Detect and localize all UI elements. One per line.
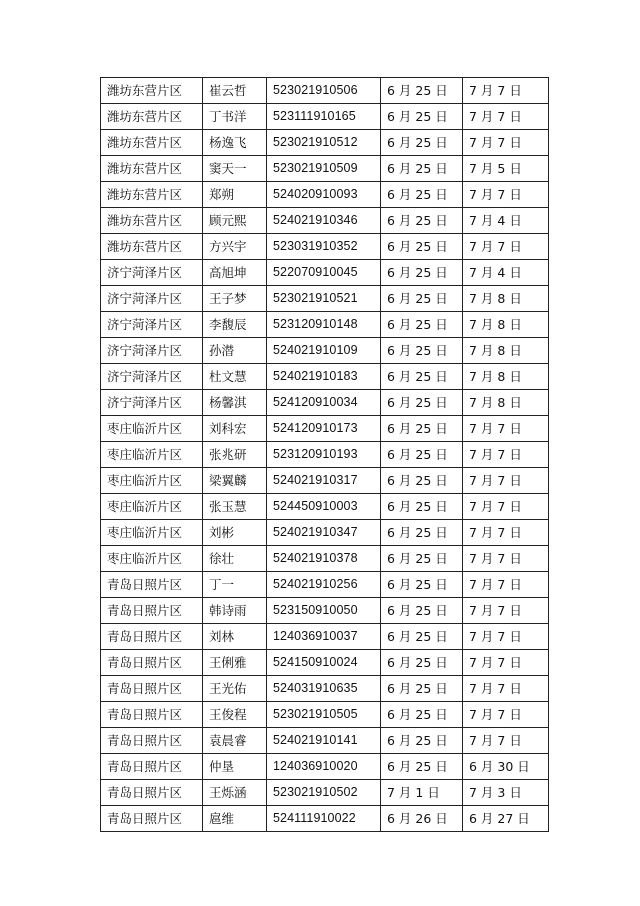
start-date-cell: 6 月 26 日	[381, 806, 463, 832]
region-cell: 青岛日照片区	[101, 806, 203, 832]
student-id-cell: 524120910034	[267, 390, 381, 416]
name-cell: 刘林	[203, 624, 267, 650]
region-cell: 青岛日照片区	[101, 650, 203, 676]
student-id-cell: 523150910050	[267, 598, 381, 624]
student-id-cell: 524021910346	[267, 208, 381, 234]
end-date-cell: 7 月 7 日	[463, 728, 549, 754]
name-cell: 李馥辰	[203, 312, 267, 338]
student-id-cell: 524021910256	[267, 572, 381, 598]
table-row	[101, 624, 549, 650]
table-row	[101, 182, 549, 208]
start-date-cell: 6 月 25 日	[381, 702, 463, 728]
end-date-cell: 7 月 7 日	[463, 234, 549, 260]
student-id-cell: 523021910521	[267, 286, 381, 312]
region-cell: 枣庄临沂片区	[101, 468, 203, 494]
end-date-cell: 7 月 4 日	[463, 208, 549, 234]
table-row	[101, 104, 549, 130]
roster-table	[100, 77, 549, 832]
end-date-cell: 7 月 8 日	[463, 390, 549, 416]
region-cell: 济宁菏泽片区	[101, 260, 203, 286]
student-id-cell: 523021910505	[267, 702, 381, 728]
end-date-cell: 7 月 7 日	[463, 624, 549, 650]
end-date-cell: 7 月 7 日	[463, 650, 549, 676]
region-cell: 青岛日照片区	[101, 780, 203, 806]
student-id-cell: 524111910022	[267, 806, 381, 832]
start-date-cell: 6 月 25 日	[381, 598, 463, 624]
name-cell: 刘彬	[203, 520, 267, 546]
end-date-cell: 7 月 7 日	[463, 676, 549, 702]
start-date-cell: 6 月 25 日	[381, 234, 463, 260]
region-cell: 枣庄临沂片区	[101, 520, 203, 546]
table-row	[101, 78, 549, 104]
end-date-cell: 7 月 7 日	[463, 546, 549, 572]
start-date-cell: 6 月 25 日	[381, 182, 463, 208]
region-cell: 潍坊东营片区	[101, 234, 203, 260]
start-date-cell: 6 月 25 日	[381, 338, 463, 364]
start-date-cell: 6 月 25 日	[381, 728, 463, 754]
start-date-cell: 6 月 25 日	[381, 260, 463, 286]
table-row	[101, 286, 549, 312]
region-cell: 潍坊东营片区	[101, 208, 203, 234]
region-cell: 潍坊东营片区	[101, 78, 203, 104]
region-cell: 枣庄临沂片区	[101, 494, 203, 520]
student-id-cell: 524021910141	[267, 728, 381, 754]
table-row	[101, 520, 549, 546]
start-date-cell: 6 月 25 日	[381, 312, 463, 338]
end-date-cell: 7 月 3 日	[463, 780, 549, 806]
region-cell: 枣庄临沂片区	[101, 546, 203, 572]
start-date-cell: 6 月 25 日	[381, 754, 463, 780]
end-date-cell: 7 月 7 日	[463, 442, 549, 468]
student-id-cell: 523021910502	[267, 780, 381, 806]
name-cell: 徐壮	[203, 546, 267, 572]
start-date-cell: 6 月 25 日	[381, 416, 463, 442]
student-id-cell: 523031910352	[267, 234, 381, 260]
table-row	[101, 494, 549, 520]
start-date-cell: 6 月 25 日	[381, 650, 463, 676]
table-row	[101, 312, 549, 338]
table-row	[101, 130, 549, 156]
table-row	[101, 442, 549, 468]
student-id-cell: 523120910193	[267, 442, 381, 468]
name-cell: 韩诗雨	[203, 598, 267, 624]
region-cell: 潍坊东营片区	[101, 182, 203, 208]
student-id-cell: 524031910635	[267, 676, 381, 702]
end-date-cell: 6 月 30 日	[463, 754, 549, 780]
name-cell: 杜文慧	[203, 364, 267, 390]
student-id-cell: 523120910148	[267, 312, 381, 338]
name-cell: 窦天一	[203, 156, 267, 182]
table-row	[101, 650, 549, 676]
student-id-cell: 524021910183	[267, 364, 381, 390]
end-date-cell: 7 月 8 日	[463, 338, 549, 364]
student-id-cell: 523021910509	[267, 156, 381, 182]
name-cell: 顾元熙	[203, 208, 267, 234]
end-date-cell: 7 月 7 日	[463, 104, 549, 130]
name-cell: 张兆研	[203, 442, 267, 468]
name-cell: 王子梦	[203, 286, 267, 312]
region-cell: 枣庄临沂片区	[101, 416, 203, 442]
region-cell: 青岛日照片区	[101, 572, 203, 598]
student-id-cell: 524020910093	[267, 182, 381, 208]
name-cell: 王烁涵	[203, 780, 267, 806]
student-id-cell: 523021910512	[267, 130, 381, 156]
table-row	[101, 728, 549, 754]
end-date-cell: 7 月 8 日	[463, 312, 549, 338]
region-cell: 青岛日照片区	[101, 624, 203, 650]
end-date-cell: 7 月 5 日	[463, 156, 549, 182]
name-cell: 扈维	[203, 806, 267, 832]
end-date-cell: 6 月 27 日	[463, 806, 549, 832]
end-date-cell: 7 月 7 日	[463, 182, 549, 208]
table-row	[101, 390, 549, 416]
region-cell: 青岛日照片区	[101, 676, 203, 702]
student-id-cell: 524021910109	[267, 338, 381, 364]
student-id-cell: 523111910165	[267, 104, 381, 130]
start-date-cell: 6 月 25 日	[381, 676, 463, 702]
table-row	[101, 234, 549, 260]
table-row	[101, 260, 549, 286]
table-row	[101, 806, 549, 832]
region-cell: 济宁菏泽片区	[101, 338, 203, 364]
name-cell: 梁翼麟	[203, 468, 267, 494]
region-cell: 济宁菏泽片区	[101, 364, 203, 390]
start-date-cell: 6 月 25 日	[381, 78, 463, 104]
region-cell: 青岛日照片区	[101, 754, 203, 780]
name-cell: 王俊程	[203, 702, 267, 728]
region-cell: 济宁菏泽片区	[101, 390, 203, 416]
table-row	[101, 416, 549, 442]
name-cell: 王俐雅	[203, 650, 267, 676]
end-date-cell: 7 月 7 日	[463, 130, 549, 156]
name-cell: 丁书洋	[203, 104, 267, 130]
student-id-cell: 524021910378	[267, 546, 381, 572]
name-cell: 方兴宇	[203, 234, 267, 260]
end-date-cell: 7 月 7 日	[463, 494, 549, 520]
name-cell: 崔云哲	[203, 78, 267, 104]
start-date-cell: 6 月 25 日	[381, 104, 463, 130]
end-date-cell: 7 月 8 日	[463, 364, 549, 390]
end-date-cell: 7 月 7 日	[463, 468, 549, 494]
student-id-cell: 524120910173	[267, 416, 381, 442]
name-cell: 丁一	[203, 572, 267, 598]
name-cell: 高旭坤	[203, 260, 267, 286]
table-row	[101, 468, 549, 494]
end-date-cell: 7 月 7 日	[463, 598, 549, 624]
region-cell: 青岛日照片区	[101, 728, 203, 754]
end-date-cell: 7 月 8 日	[463, 286, 549, 312]
table-row	[101, 208, 549, 234]
name-cell: 杨逸飞	[203, 130, 267, 156]
table-row	[101, 598, 549, 624]
table-row	[101, 676, 549, 702]
table-row	[101, 754, 549, 780]
end-date-cell: 7 月 7 日	[463, 572, 549, 598]
name-cell: 王光佑	[203, 676, 267, 702]
table-row	[101, 364, 549, 390]
start-date-cell: 6 月 25 日	[381, 572, 463, 598]
student-id-cell: 522070910045	[267, 260, 381, 286]
name-cell: 仲垦	[203, 754, 267, 780]
region-cell: 济宁菏泽片区	[101, 312, 203, 338]
student-id-cell: 524450910003	[267, 494, 381, 520]
name-cell: 张玉慧	[203, 494, 267, 520]
end-date-cell: 7 月 7 日	[463, 78, 549, 104]
roster-table-body	[101, 78, 549, 832]
start-date-cell: 6 月 25 日	[381, 130, 463, 156]
table-row	[101, 572, 549, 598]
table-row	[101, 780, 549, 806]
table-row	[101, 702, 549, 728]
name-cell: 袁晨睿	[203, 728, 267, 754]
start-date-cell: 6 月 25 日	[381, 546, 463, 572]
start-date-cell: 7 月 1 日	[381, 780, 463, 806]
start-date-cell: 6 月 25 日	[381, 624, 463, 650]
end-date-cell: 7 月 7 日	[463, 702, 549, 728]
start-date-cell: 6 月 25 日	[381, 468, 463, 494]
region-cell: 枣庄临沂片区	[101, 442, 203, 468]
student-id-cell: 524021910347	[267, 520, 381, 546]
name-cell: 杨馨淇	[203, 390, 267, 416]
student-id-cell: 124036910020	[267, 754, 381, 780]
start-date-cell: 6 月 25 日	[381, 442, 463, 468]
start-date-cell: 6 月 25 日	[381, 156, 463, 182]
region-cell: 潍坊东营片区	[101, 104, 203, 130]
table-row	[101, 546, 549, 572]
name-cell: 刘科宏	[203, 416, 267, 442]
student-id-cell: 124036910037	[267, 624, 381, 650]
start-date-cell: 6 月 25 日	[381, 390, 463, 416]
name-cell: 郑朔	[203, 182, 267, 208]
region-cell: 济宁菏泽片区	[101, 286, 203, 312]
end-date-cell: 7 月 7 日	[463, 416, 549, 442]
region-cell: 潍坊东营片区	[101, 156, 203, 182]
end-date-cell: 7 月 7 日	[463, 520, 549, 546]
end-date-cell: 7 月 4 日	[463, 260, 549, 286]
start-date-cell: 6 月 25 日	[381, 208, 463, 234]
student-id-cell: 523021910506	[267, 78, 381, 104]
start-date-cell: 6 月 25 日	[381, 364, 463, 390]
region-cell: 青岛日照片区	[101, 702, 203, 728]
region-cell: 潍坊东营片区	[101, 130, 203, 156]
table-row	[101, 156, 549, 182]
name-cell: 孙潜	[203, 338, 267, 364]
start-date-cell: 6 月 25 日	[381, 494, 463, 520]
table-row	[101, 338, 549, 364]
start-date-cell: 6 月 25 日	[381, 520, 463, 546]
student-id-cell: 524021910317	[267, 468, 381, 494]
student-id-cell: 524150910024	[267, 650, 381, 676]
start-date-cell: 6 月 25 日	[381, 286, 463, 312]
region-cell: 青岛日照片区	[101, 598, 203, 624]
